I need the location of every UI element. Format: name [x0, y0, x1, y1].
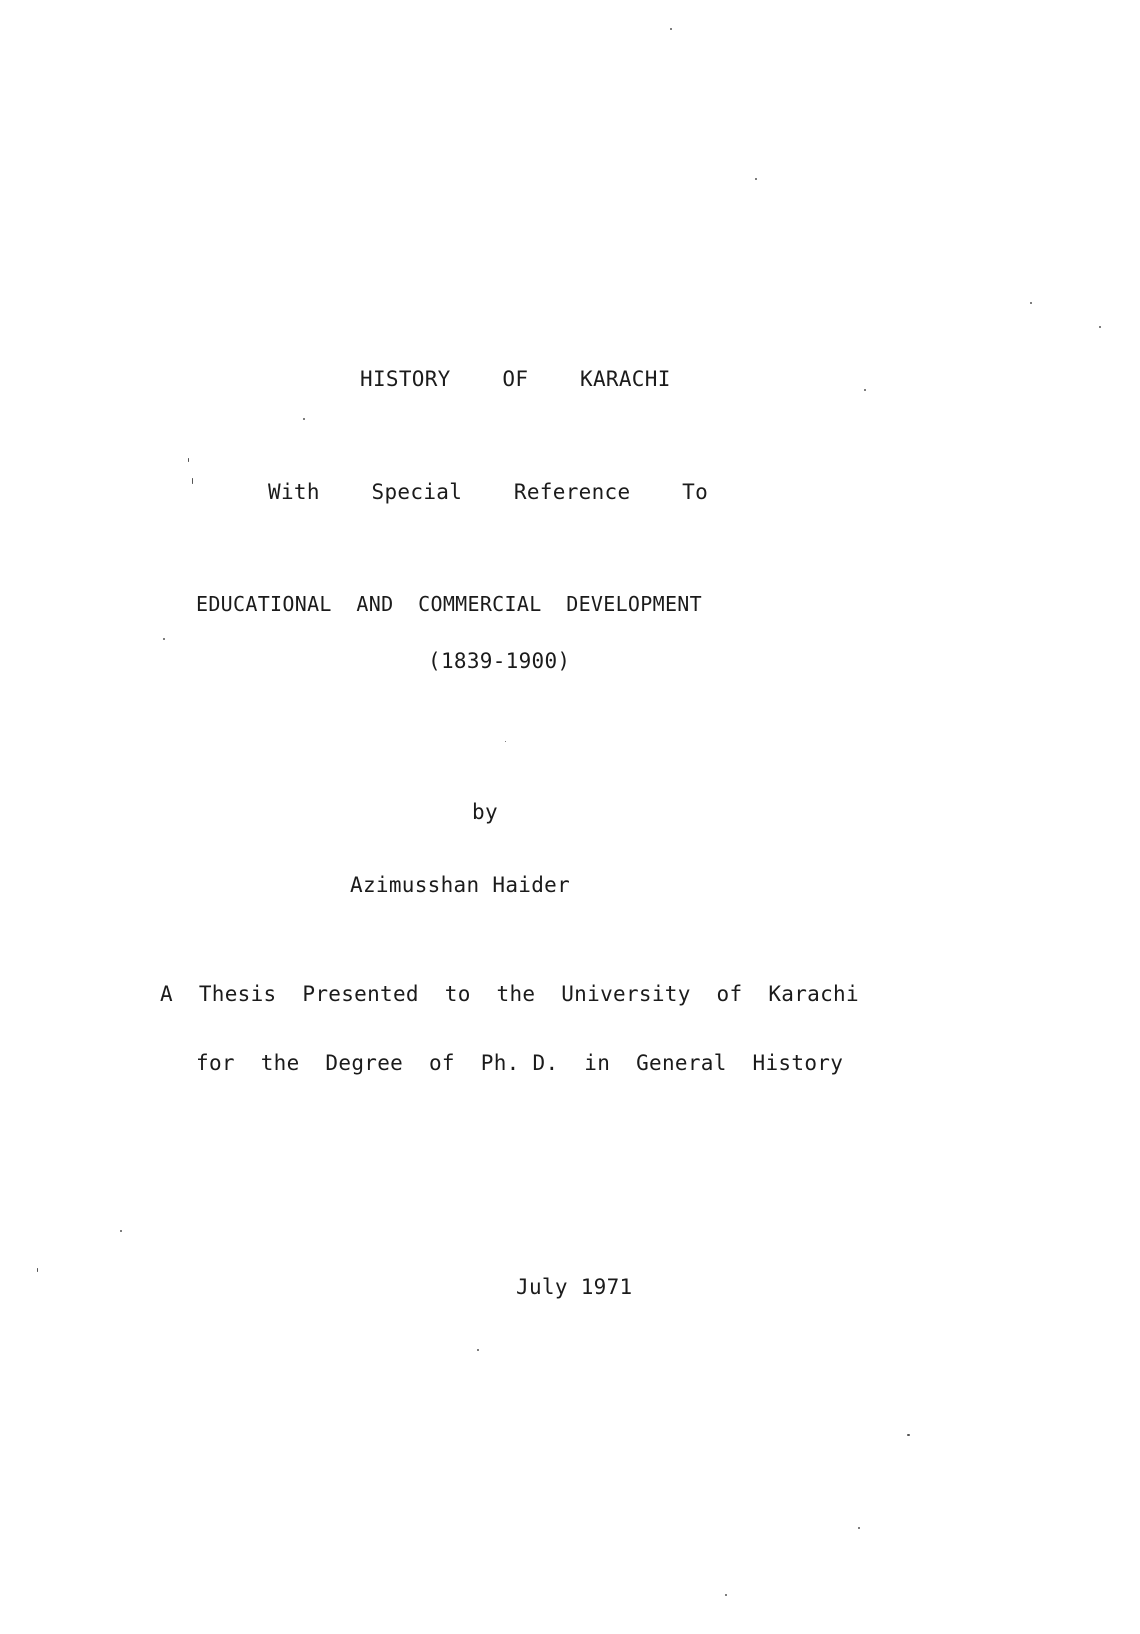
document-subtitle: With Special Reference To [268, 480, 709, 504]
scan-speck [858, 1527, 860, 1529]
scan-speck [864, 389, 866, 391]
scan-speck [188, 458, 189, 462]
submission-date: July 1971 [516, 1275, 633, 1299]
scan-speck [725, 1594, 727, 1596]
document-subject: EDUCATIONAL AND COMMERCIAL DEVELOPMENT [196, 592, 702, 616]
author-name: Azimusshan Haider [350, 873, 571, 897]
scan-speck [1099, 326, 1101, 328]
document-title: HISTORY OF KARACHI [360, 367, 671, 391]
thesis-statement-line-2: for the Degree of Ph. D. in General History [196, 1051, 844, 1075]
scan-speck [477, 1349, 479, 1351]
scan-speck [192, 478, 193, 484]
scan-speck [755, 178, 757, 180]
scan-speck [1030, 302, 1032, 304]
scan-speck [670, 28, 672, 30]
scan-speck [907, 1434, 910, 1436]
scan-speck [303, 418, 305, 420]
scan-speck [37, 1268, 38, 1272]
thesis-statement-line-1: A Thesis Presented to the University of Karachi [160, 982, 859, 1006]
by-label: by [472, 800, 498, 824]
scan-speck [505, 741, 506, 742]
scan-speck [163, 638, 165, 640]
scan-speck [120, 1230, 122, 1232]
document-period: (1839-1900) [428, 649, 571, 673]
